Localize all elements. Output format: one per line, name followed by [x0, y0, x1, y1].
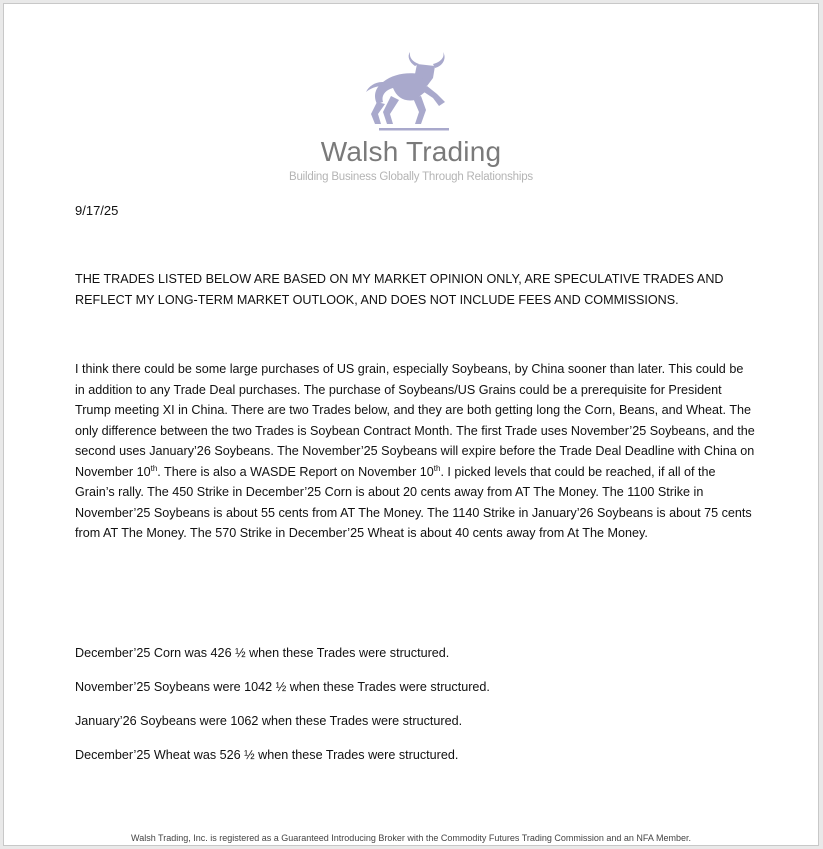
ordinal-suffix: th: [433, 463, 441, 473]
price-line-wheat: December’25 Wheat was 526 ½ when these Trades were structured.: [75, 748, 459, 762]
bull-icon: [363, 52, 459, 134]
body-text-part-3: . I picked levels that could be reached, if all of the Grain’s rally. The 450 Strike in December’25 Corn is about 20 cents away from AT The Money. The 1100 Strike in November’25 Soybeans is about 55 cents from AT The Money. The 1140 Strike in January’26 Soybeans is about 75 cents from AT The Money. The 570 Strike in December’25 Wheat is about 40 cents away from At The Money.: [75, 464, 752, 540]
disclaimer-paragraph: THE TRADES LISTED BELOW ARE BASED ON MY MARKET OPINION ONLY, ARE SPECULATIVE TRADES AND REFLECT MY LONG-TERM MARKET OUTLOOK, AND DOES NOT INCLUDE FEES AND COMMISSIONS.: [75, 272, 724, 307]
document-date: 9/17/25: [75, 203, 119, 218]
price-line-corn: December’25 Corn was 426 ½ when these Trades were structured.: [75, 646, 450, 660]
document-page: [3, 3, 819, 846]
ordinal-suffix: th: [150, 463, 158, 473]
market-opinion-paragraph: [75, 359, 755, 544]
logo-name: Walsh Trading: [320, 136, 502, 167]
body-text-part-1: I think there could be some large purchases of US grain, especially Soybeans, by China sooner than later. This could be in addition to any Trade Deal purchases. The purchase of Soybeans/US Grains could be a prerequisite for President Trump meeting XI in China. There are two Trades below, and they are both getting long the Corn, Beans, and Wheat. The only difference between the two Trades is Soybean Contract Month. The first Trade uses November’25 Soybeans, and the second uses January’26 Soybeans. The November’25 Soybeans will expire before the Trade Deal Deadline with China on November 10: [75, 362, 755, 479]
footer-disclosure: Walsh Trading, Inc. is registered as a Guaranteed Introducing Broker with the Commodity Futures Trading Commission and an NFA Member.: [131, 833, 691, 843]
logo-tagline: Building Business Globally Through Relationships: [289, 171, 533, 183]
price-line-jan-soybeans: January’26 Soybeans were 1062 when these Trades were structured.: [75, 714, 463, 728]
body-text-part-2: . There is also a WASDE Report on November 10: [157, 464, 434, 479]
price-line-nov-soybeans: November’25 Soybeans were 1042 ½ when these Trades were structured.: [75, 680, 490, 694]
company-logo: [4, 52, 818, 183]
